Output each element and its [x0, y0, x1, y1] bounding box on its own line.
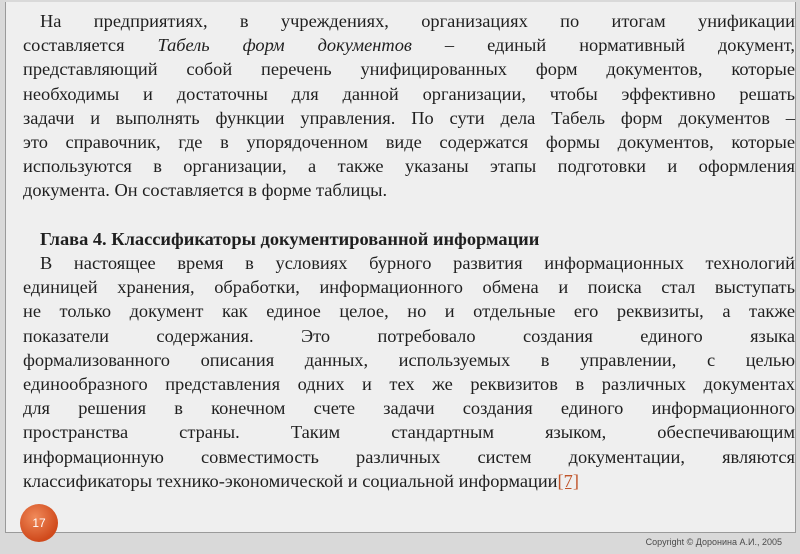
- text-line: не только документ как единое целое, но и отдельные его реквизиты, а также: [23, 301, 795, 322]
- text-line: [23, 33, 795, 57]
- copyright-notice: Copyright © Доронина А.И., 2005: [645, 537, 782, 547]
- term-tabel: Табель форм документов: [157, 35, 412, 56]
- slide: [5, 2, 796, 533]
- text-line: используются в организации, а также указаны этапы подготовки и оформления: [23, 156, 795, 177]
- spacer: [23, 203, 795, 227]
- text-line: необходимы и достаточны для данной организации, чтобы эффективно решать: [23, 83, 795, 104]
- text-line: представляющий собой перечень унифицированных форм документов, которые: [23, 59, 795, 80]
- text-line: показатели содержания. Это потребовало создания единого языка: [23, 325, 795, 346]
- paragraph-tabel: [23, 9, 795, 203]
- text-span: составляется: [23, 35, 158, 56]
- text-line: В настоящее время в условиях бурного развития информационных технологий: [40, 253, 795, 274]
- reference-link[interactable]: [7]: [557, 470, 579, 491]
- text-line: единообразного представления одних и тех же реквизитов в различных документах: [23, 374, 795, 395]
- text-line: задачи и выполнять функции управления. По сути дела Табель форм документов –: [23, 107, 795, 128]
- text-span: – единый нормативный документ,: [411, 35, 796, 56]
- text-line: пространства страны. Таким стандартным языком, обеспечивающим: [23, 422, 795, 443]
- text-line: единицей хранения, обработки, информационного обмена и поиска стал выступать: [23, 277, 795, 298]
- page-number-badge: 17: [20, 504, 58, 542]
- text-span: классификаторы технико-экономической и социальной информации: [23, 470, 558, 491]
- text-line: это справочник, где в упорядоченном виде содержатся формы документов, которые: [23, 132, 795, 153]
- text-line: информационную совместимость различных систем документации, являются: [23, 446, 795, 467]
- text-line: документа. Он составляется в форме таблицы.: [23, 180, 388, 201]
- text-line: для решения в конечном счете задачи создания единого информационного: [23, 398, 795, 419]
- text-line: На предприятиях, в учреждениях, организациях по итогам унификации: [40, 11, 795, 31]
- text-line: [23, 469, 795, 493]
- slide-content: [23, 9, 795, 493]
- text-line: формализованного описания данных, используемых в управлении, с целью: [23, 349, 795, 370]
- chapter-heading: Глава 4. Классификаторы документированной информации: [40, 228, 540, 249]
- paragraph-classifiers: [23, 251, 795, 493]
